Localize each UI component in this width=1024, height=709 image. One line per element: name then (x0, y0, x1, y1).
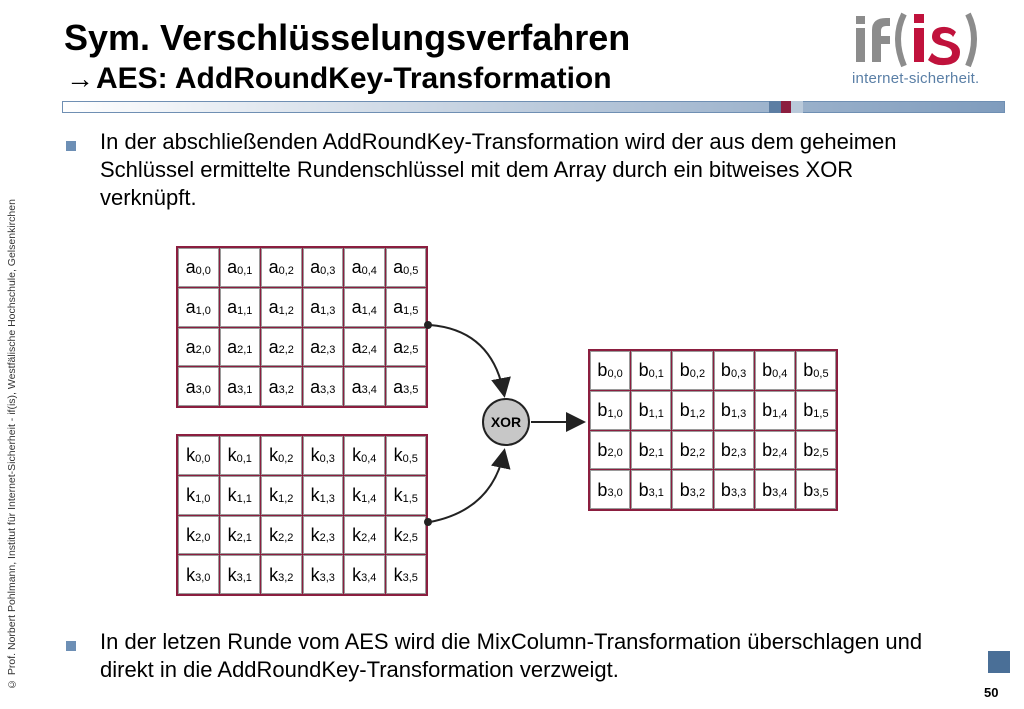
matrix-cell: b $_{2,2}$ (672, 431, 712, 470)
matrix-cell: k $_{1,1}$ (220, 476, 261, 515)
matrix-cell: b $_{2,0}$ (590, 431, 630, 470)
matrix-cell: a $_{2,4}$ (344, 328, 385, 367)
bullet-marker (66, 141, 76, 151)
matrix-cell: k $_{3,0}$ (178, 555, 219, 594)
matrix-cell: k $_{0,4}$ (344, 436, 385, 475)
matrix-cell: b $_{0,4}$ (755, 351, 795, 390)
title-underline-bar (62, 101, 1005, 113)
matrix-cell: b $_{3,5}$ (796, 470, 836, 509)
matrix-cell: b $_{0,1}$ (631, 351, 671, 390)
matrix-cell: a $_{0,4}$ (344, 248, 385, 287)
matrix-cell: b $_{3,1}$ (631, 470, 671, 509)
matrix-cell: a $_{0,5}$ (386, 248, 427, 287)
matrix-cell: k $_{0,2}$ (261, 436, 302, 475)
bullet-text-1: In der abschließenden AddRoundKey-Transformation wird der aus dem geheimen Schlüssel ermittelte Rundenschlüssel mit dem Array durch ein bitweises XOR verknüpft. (100, 129, 897, 210)
matrix-cell: k $_{0,3}$ (303, 436, 344, 475)
matrix-cell: k $_{1,2}$ (261, 476, 302, 515)
xor-label: XOR (490, 414, 522, 430)
round-key-matrix-k (176, 434, 428, 596)
matrix-cell: b $_{3,4}$ (755, 470, 795, 509)
matrix-cell: a $_{1,0}$ (178, 288, 219, 327)
matrix-cell: b $_{1,5}$ (796, 391, 836, 430)
matrix-cell: b $_{2,3}$ (714, 431, 754, 470)
matrix-cell: a $_{2,0}$ (178, 328, 219, 367)
matrix-cell: k $_{3,4}$ (344, 555, 385, 594)
bullet-marker (66, 641, 76, 651)
matrix-cell: b $_{1,0}$ (590, 391, 630, 430)
matrix-cell: k $_{3,3}$ (303, 555, 344, 594)
matrix-cell: k $_{2,4}$ (344, 516, 385, 555)
matrix-cell: a $_{1,2}$ (261, 288, 302, 327)
matrix-cell: b $_{1,3}$ (714, 391, 754, 430)
matrix-cell: k $_{0,1}$ (220, 436, 261, 475)
matrix-cell: k $_{1,0}$ (178, 476, 219, 515)
matrix-cell: b $_{3,2}$ (672, 470, 712, 509)
bullet-text-2: In der letzen Runde vom AES wird die MixColumn-Transformation überschlagen und direkt in die AddRoundKey-Transformation verzweigt. (100, 629, 923, 682)
matrix-cell: a $_{0,3}$ (303, 248, 344, 287)
matrix-cell: b $_{1,4}$ (755, 391, 795, 430)
matrix-cell: a $_{3,4}$ (344, 367, 385, 406)
bar-segment (769, 101, 781, 113)
subtitle-text: AES: AddRoundKey-Transformation (96, 62, 612, 95)
matrix-cell: a $_{1,3}$ (303, 288, 344, 327)
matrix-cell: b $_{2,4}$ (755, 431, 795, 470)
matrix-cell: k $_{3,1}$ (220, 555, 261, 594)
arrow-k-to-xor (430, 452, 504, 522)
matrix-cell: b $_{0,3}$ (714, 351, 754, 390)
matrix-cell: k $_{2,3}$ (303, 516, 344, 555)
bar-segment (781, 101, 791, 113)
matrix-cell: a $_{3,3}$ (303, 367, 344, 406)
matrix-cell: a $_{1,1}$ (220, 288, 261, 327)
matrix-cell: k $_{2,0}$ (178, 516, 219, 555)
matrix-cell: b $_{0,5}$ (796, 351, 836, 390)
arrow-a-to-xor (430, 325, 504, 394)
matrix-cell: b $_{3,3}$ (714, 470, 754, 509)
matrix-cell: a $_{1,5}$ (386, 288, 427, 327)
matrix-cell: a $_{0,1}$ (220, 248, 261, 287)
matrix-cell: k $_{0,0}$ (178, 436, 219, 475)
matrix-cell: k $_{1,5}$ (386, 476, 427, 515)
matrix-cell: b $_{2,5}$ (796, 431, 836, 470)
matrix-cell: k $_{0,5}$ (386, 436, 427, 475)
result-matrix-b (588, 349, 838, 511)
bar-segment (791, 101, 803, 113)
matrix-cell: a $_{3,1}$ (220, 367, 261, 406)
matrix-cell: a $_{2,5}$ (386, 328, 427, 367)
sidebar-copyright: © Prof. Norbert Pohlmann, Institut für Internet-Sicherheit - if(is), Westfälische Hochschule, Gelsenkirchen (6, 199, 18, 690)
matrix-cell: b $_{1,1}$ (631, 391, 671, 430)
matrix-cell: a $_{0,0}$ (178, 248, 219, 287)
matrix-cell: a $_{3,0}$ (178, 367, 219, 406)
xor-operator (482, 398, 530, 446)
matrix-cell: b $_{3,0}$ (590, 470, 630, 509)
matrix-cell: k $_{1,3}$ (303, 476, 344, 515)
matrix-cell: k $_{3,5}$ (386, 555, 427, 594)
page-number: 50 (984, 685, 999, 700)
matrix-cell: a $_{2,1}$ (220, 328, 261, 367)
slide-subtitle (66, 62, 612, 96)
matrix-cell: k $_{2,1}$ (220, 516, 261, 555)
matrix-cell: b $_{0,2}$ (672, 351, 712, 390)
matrix-cell: a $_{3,5}$ (386, 367, 427, 406)
matrix-cell: k $_{1,4}$ (344, 476, 385, 515)
matrix-cell: a $_{0,2}$ (261, 248, 302, 287)
slide-title: Sym. Verschlüsselungsverfahren (64, 17, 631, 58)
matrix-cell: b $_{1,2}$ (672, 391, 712, 430)
state-matrix-a (176, 246, 428, 408)
corner-square (988, 651, 1010, 673)
matrix-cell: a $_{2,2}$ (261, 328, 302, 367)
matrix-cell: k $_{2,2}$ (261, 516, 302, 555)
arrow-right-icon: → (66, 63, 94, 94)
matrix-cell: a $_{3,2}$ (261, 367, 302, 406)
matrix-cell: a $_{2,3}$ (303, 328, 344, 367)
matrix-cell: b $_{2,1}$ (631, 431, 671, 470)
logo-text: internet-sicherheit. (852, 70, 980, 87)
matrix-cell: k $_{2,5}$ (386, 516, 427, 555)
matrix-cell: b $_{0,0}$ (590, 351, 630, 390)
matrix-cell: k $_{3,2}$ (261, 555, 302, 594)
matrix-cell: a $_{1,4}$ (344, 288, 385, 327)
